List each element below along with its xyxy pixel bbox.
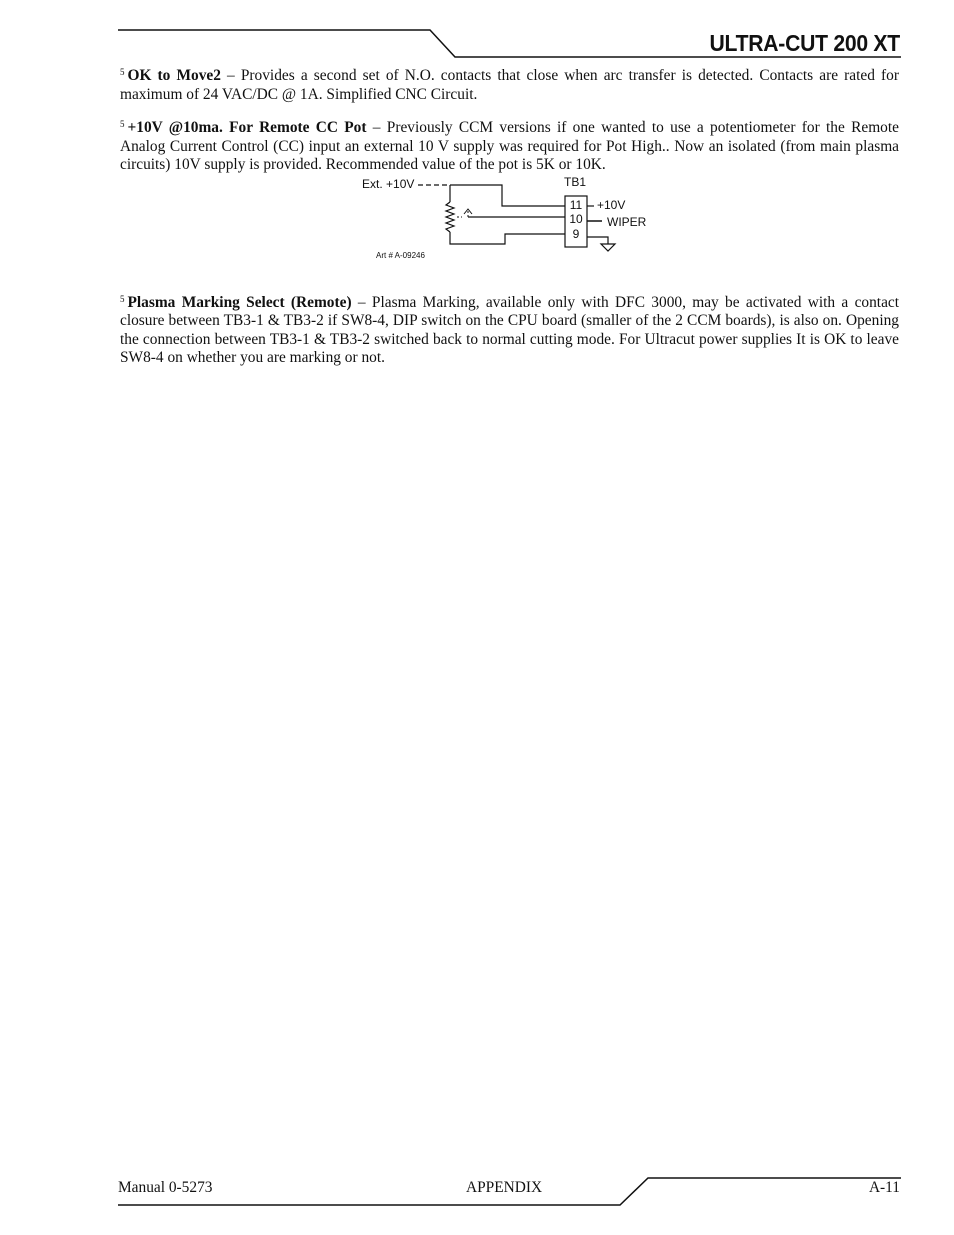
wiper-label: WIPER xyxy=(607,215,647,229)
pin-9: 9 xyxy=(572,227,580,241)
note-remote-cc-pot xyxy=(120,115,899,175)
term-heading: +10V @10ma. For Remote CC Pot xyxy=(127,119,367,136)
note-text: – Provides a second set of N.O. contacts that close when arc transfer is detected. Contacts are rated for maximum of 24 VAC/DC @ 1A. Simplified CNC Circuit. xyxy=(120,67,900,103)
ground-wire xyxy=(587,237,608,244)
note-ok-to-move2 xyxy=(120,63,899,104)
pin-10: 10 xyxy=(569,212,583,226)
footer-section: APPENDIX xyxy=(466,1179,543,1196)
footnote-marker: 5 xyxy=(120,119,125,129)
footer-page-number: A-11 xyxy=(868,1179,900,1196)
pot-wiring-diagram xyxy=(350,172,670,264)
pin-11-wire xyxy=(450,185,565,206)
note-text: – Plasma Marking, available only with DFC 3000, may be activated with a contact closure between TB3-1 & TB3-2 if SW8-4, DIP switch on the CPU board (smaller of the 2 CCM boards), is also on. Opening the connection between TB3-1 & TB3-2 switched back to normal cutting mode. For Ultracut power supplies It is OK to leave SW8-4 on whether you are marking or not. xyxy=(120,293,900,366)
ground-icon xyxy=(601,244,615,251)
note-text: – Previously CCM versions if one wanted to use a potentiometer for the Remote Analog Current Control (CC) input an external 10 V supply was required for Pot High.. Now an isolated (from main plasma circuits) 10V supply is provided. Recommended value of the pot is 5K or 10K. xyxy=(120,119,899,173)
plus-10v-label: +10V xyxy=(597,198,626,212)
pin-11: 11 xyxy=(569,198,583,212)
footnote-marker: 5 xyxy=(120,293,125,304)
art-number: Art # A-09246 xyxy=(376,251,425,260)
term-heading: Plasma Marking Select (Remote) xyxy=(127,293,352,311)
footer-manual-number: Manual 0-5273 xyxy=(118,1179,213,1196)
tb1-label: TB1 xyxy=(564,175,587,189)
footnote-marker: 5 xyxy=(120,67,125,77)
term-heading: OK to Move2 xyxy=(127,67,221,84)
pin-9-wire xyxy=(450,232,565,244)
manual-title: ULTRA-CUT 200 XT xyxy=(709,30,900,56)
resistor-symbol xyxy=(446,202,454,232)
note-plasma-marking xyxy=(120,290,899,368)
ext-10v-label: Ext. +10V xyxy=(362,177,415,191)
